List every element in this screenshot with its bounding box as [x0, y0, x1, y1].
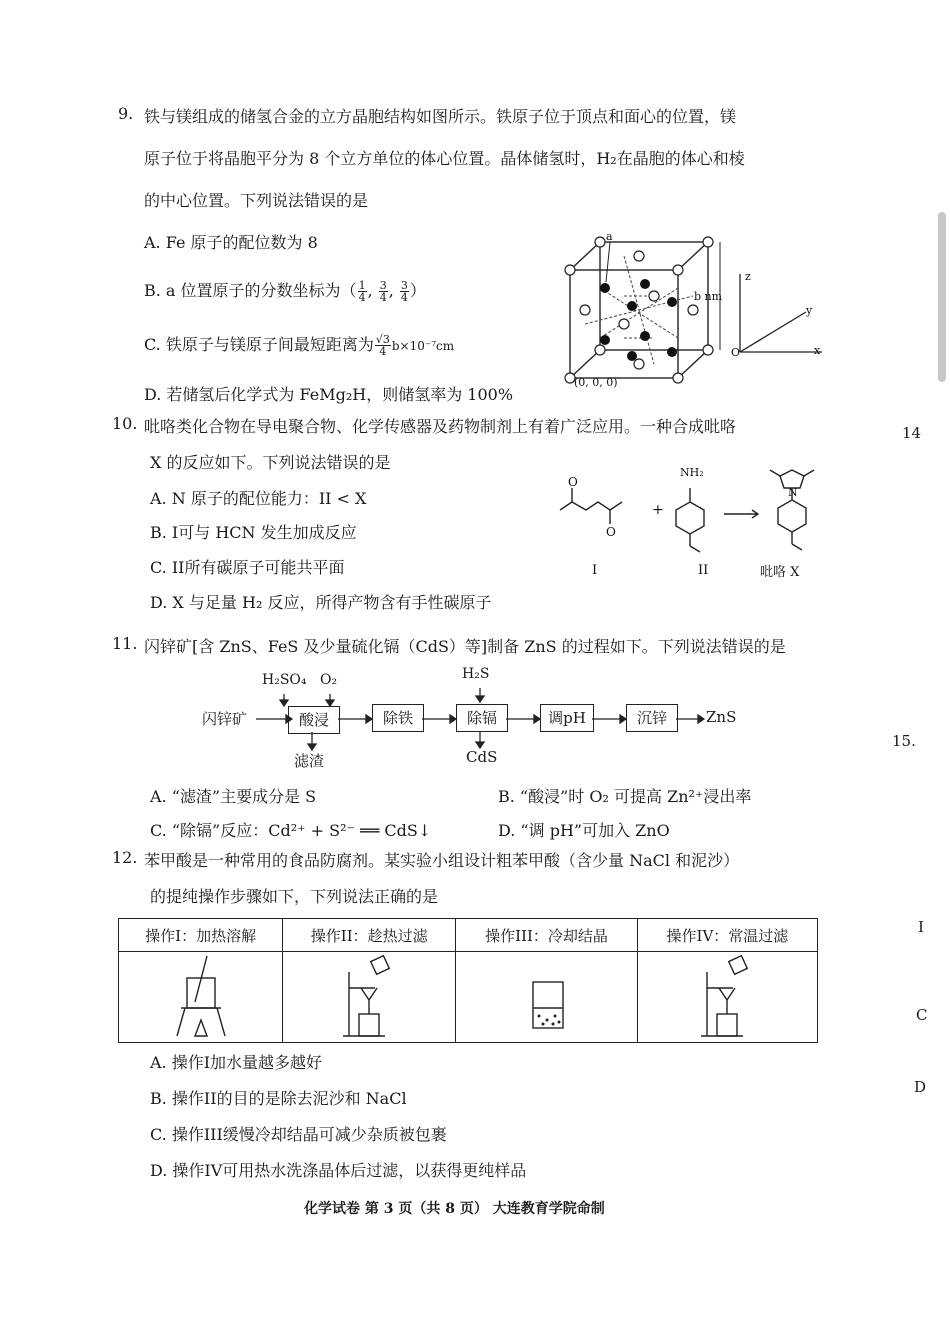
q9-option-a: A. Fe 原子的配位数为 8: [144, 233, 318, 252]
filter-apparatus-icon-2: [697, 952, 757, 1038]
q9-option-b: B. a 位置原子的分数坐标为（ $\frac{1}{4}$ , $\frac{3}{4}$ , $\frac{3}{4}$ ）: [144, 279, 426, 304]
label-compound-x: 吡咯 X: [760, 565, 800, 580]
q11-option-a: A. “滤渣”主要成分是 S: [150, 787, 317, 806]
q9-stem-line2: 原子位于将晶胞平分为 8 个立方单位的体心位置。晶体储氢时，H₂在晶胞的体心和棱: [144, 149, 745, 168]
crystal-cell-figure: [560, 228, 860, 390]
q12-option-b: B. 操作II的目的是除去泥沙和 NaCl: [150, 1089, 407, 1108]
axis-x-label: x: [814, 344, 821, 357]
q9-option-d: D. 若储氢后化学式为 FeMg₂H，则储氢率为 100%: [144, 385, 514, 404]
filter-apparatus-icon: [339, 952, 399, 1038]
op-header-2: 操作II：趁热过滤: [283, 919, 456, 952]
flow-arrows: [250, 688, 720, 752]
q12-stem-line2: 的提纯操作步骤如下，下列说法正确的是: [150, 887, 439, 906]
flow-reagent-h2so4: H₂SO₄: [262, 672, 307, 688]
q9-stem-line3: 的中心位置。下列说法错误的是: [144, 191, 369, 210]
flow-product: ZnS: [706, 708, 737, 726]
q11-number: 11.: [112, 634, 138, 653]
q12-option-c: C. 操作III缓慢冷却结晶可减少杂质被包裹: [150, 1125, 447, 1144]
vertical-scrollbar[interactable]: [938, 212, 946, 382]
flow-box-adjust-ph: 调pH: [540, 704, 594, 732]
op-image-heating: [119, 952, 283, 1043]
fig-label-a: a: [606, 230, 613, 243]
flow-cds: CdS: [466, 748, 498, 766]
flow-box-remove-iron: 除铁: [372, 704, 424, 732]
pyrrole-n-label: N: [788, 486, 798, 499]
reaction-scheme: [552, 458, 824, 584]
flow-box-acid-leach: 酸浸: [288, 706, 340, 734]
label-compound-ii: II: [698, 563, 709, 578]
axis-z-label: z: [745, 270, 751, 283]
margin-number-14: 14: [902, 424, 922, 442]
op-header-3: 操作III：冷却结晶: [456, 919, 638, 952]
margin-number-15: 15.: [892, 732, 916, 750]
fig-label-b: b nm: [694, 290, 723, 303]
q10-option-d: D. X 与足量 H₂ 反应，所得产物含有手性碳原子: [150, 593, 492, 612]
nh2-label: NH₂: [680, 466, 704, 479]
q10-number: 10.: [112, 414, 138, 433]
operations-table: [118, 918, 818, 1043]
margin-letter-c: C: [916, 1006, 928, 1024]
axis-origin-label: O: [731, 346, 741, 359]
flow-box-remove-cadmium: 除镉: [456, 704, 508, 732]
flow-reagent-h2s: H₂S: [462, 666, 490, 682]
op-image-room-filter: [637, 952, 817, 1043]
q11-stem: 闪锌矿[含 ZnS、FeS 及少量硫化镉（CdS）等]制备 ZnS 的过程如下。下列说法错误的是: [144, 637, 786, 656]
flow-reagent-o2: O₂: [320, 672, 338, 688]
page-footer: 化学试卷 第 3 页（共 8 页） 大连教育学院命制: [304, 1201, 605, 1217]
q9-option-c: C. 铁原子与镁原子间最短距离为 $\frac{√3}{4}$ b×10⁻⁷cm: [144, 333, 455, 358]
q10-option-c: C. II所有碳原子可能共平面: [150, 558, 345, 577]
axis-y-label: y: [806, 304, 813, 317]
flow-residue: 滤渣: [294, 752, 325, 770]
op-image-cooling: [456, 952, 638, 1043]
q11-option-c: C. “除镉”反应：Cd²⁺ + S²⁻ ══ CdS↓: [150, 821, 432, 840]
op-header-4: 操作IV：常温过滤: [637, 919, 817, 952]
q11-option-b: B. “酸浸”时 O₂ 可提高 Zn²⁺浸出率: [498, 787, 752, 806]
q12-option-d: D. 操作IV可用热水洗涤晶体后过滤，以获得更纯样品: [150, 1161, 527, 1180]
ketone-o-bottom: O: [606, 525, 616, 539]
margin-letter-d: D: [914, 1078, 927, 1096]
fig-origin-label: (0, 0, 0): [574, 376, 618, 389]
label-compound-i: I: [592, 563, 598, 578]
beaker-crystals-icon: [517, 968, 577, 1038]
q10-option-a: A. N 原子的配位能力：II < X: [150, 489, 367, 508]
op-header-1: 操作I：加热溶解: [119, 919, 283, 952]
q11-option-d: D. “调 pH”可加入 ZnO: [498, 821, 670, 840]
q12-stem-line1: 苯甲酸是一种常用的食品防腐剂。某实验小组设计粗苯甲酸（含少量 NaCl 和泥沙）: [144, 851, 740, 870]
q9-stem-line1: 铁与镁组成的储氢合金的立方晶胞结构如图所示。铁原子位于顶点和面心的位置，镁: [144, 107, 737, 126]
q10-stem-line2: X 的反应如下。下列说法错误的是: [150, 453, 391, 472]
q10-stem-line1: 吡咯类化合物在导电聚合物、化学传感器及药物制剂上有着广泛应用。一种合成吡咯: [144, 417, 737, 436]
op-image-hot-filter: [283, 952, 456, 1043]
heating-apparatus-icon: [171, 952, 231, 1038]
flow-box-precipitate-zinc: 沉锌: [626, 704, 678, 732]
q10-option-b: B. I可与 HCN 发生加成反应: [150, 523, 357, 542]
flow-start: 闪锌矿: [202, 710, 248, 728]
margin-letter-i: I: [918, 918, 924, 936]
q12-option-a: A. 操作I加水量越多越好: [150, 1053, 323, 1072]
ketone-o-top: O: [568, 475, 578, 489]
plus-sign: +: [652, 502, 664, 518]
q9-number: 9.: [118, 104, 134, 123]
q12-number: 12.: [112, 848, 138, 867]
